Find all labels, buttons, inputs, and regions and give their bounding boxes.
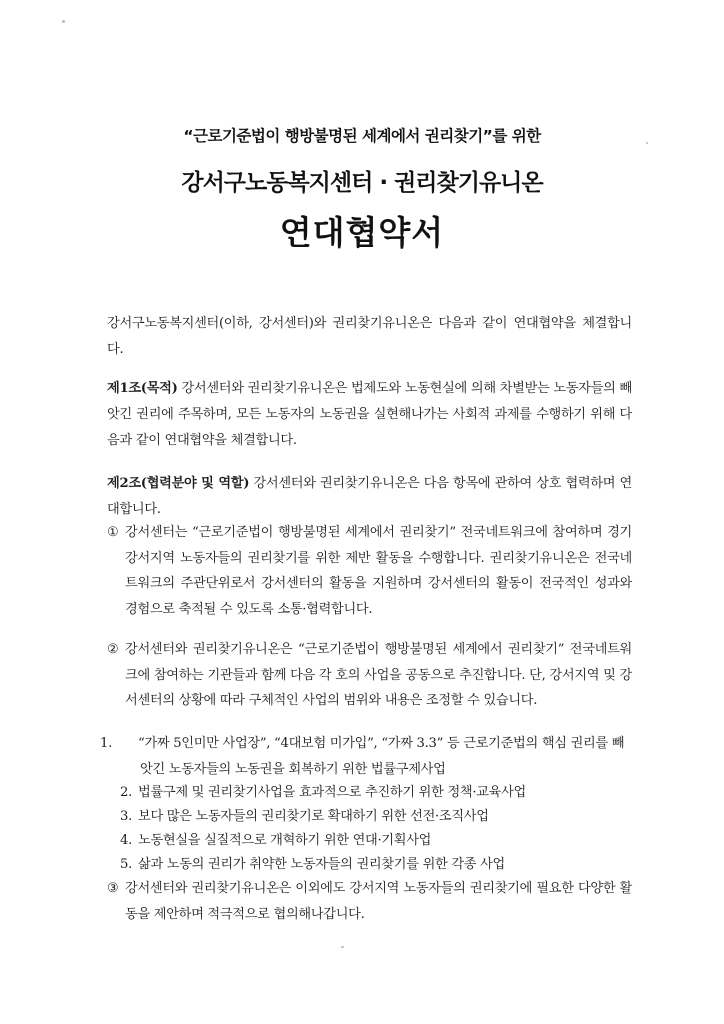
article-2-body: 강서센터와 권리찾기유니온은 다음 항목에 관하여 상호 협력하며 연대합니다. <box>107 476 632 517</box>
sub-item-5 <box>120 852 632 878</box>
article-1-body: 강서센터와 권리찾기유니온은 법제도와 노동현실에 의해 차별받는 노동자들의 빼앗긴 권리에 주목하며, 모든 노동자의 노동권을 실현해나가는 사회적 과제를 수행하기 위해 다음과 같이 연대협약을 체결합니다. <box>107 381 632 448</box>
sub-item-number: 5. <box>120 857 132 872</box>
sub-item-text: “가짜 5인미만 사업장”, “4대보험 미가입”, “가짜 3.3” 등 근로기준법의 핵심 권리를 빼앗긴 노동자들의 노동권을 회복하기 위한 법률구제사업 <box>138 736 625 777</box>
article-1-title: 제1조(목적) <box>107 381 178 396</box>
intro-paragraph: 강서구노동복지센터(이하, 강서센터)와 권리찾기유니온은 다음과 같이 연대협약을 체결합니다. <box>107 316 632 357</box>
sub-item-number: 3. <box>120 809 132 824</box>
article-2-title: 제2조(협력분야 및 역할) <box>107 476 250 491</box>
item-marker: ① <box>107 525 119 540</box>
sub-item-4 <box>120 828 632 854</box>
sub-item-1 <box>100 731 632 782</box>
item-text: 강서센터와 권리찾기유니온은 이외에도 강서지역 노동자들의 권리찾기에 필요한 다양한 활동을 제안하며 적극적으로 협의해나갑니다. <box>125 881 632 922</box>
article-2-item-1 <box>107 520 632 622</box>
scan-speck <box>62 20 65 23</box>
sub-item-number: 1. <box>100 736 112 751</box>
article-2-item-3 <box>107 876 632 927</box>
scan-speck <box>646 142 648 144</box>
sub-item-text: 보다 많은 노동자들의 권리찾기로 확대하기 위한 선전·조직사업 <box>138 809 489 824</box>
sub-item-3 <box>120 804 632 830</box>
sub-item-2 <box>120 780 632 806</box>
article-2 <box>107 471 632 523</box>
subtitle-heading: “근로기준법이 행방불명된 세계에서 권리찾기”를 위한 <box>183 127 541 145</box>
parties-heading: 강서구노동복지센터 · 권리찾기유니온 <box>181 170 543 196</box>
sub-item-number: 2. <box>120 785 132 800</box>
article-1 <box>107 376 632 454</box>
item-text: 강서센터와 권리찾기유니온은 “근로기준법이 행방불명된 세계에서 권리찾기” 전국네트워크에 참여하는 기관들과 함께 다음 각 호의 사업을 공동으로 추진합니다. 단, 강서지역 및 강서센터의 상황에 따라 구체적인 사업의 범위와 내용은 조정할 수 있습니다. <box>125 642 632 708</box>
scan-speck <box>341 946 344 948</box>
item-marker: ② <box>107 642 119 657</box>
sub-item-text: 노동현실을 실질적으로 개혁하기 위한 연대·기획사업 <box>138 833 432 848</box>
item-text: 강서센터는 “근로기준법이 행방불명된 세계에서 권리찾기” 전국네트워크에 참여하며 경기 강서지역 노동자들의 권리찾기를 위한 제반 활동을 수행합니다. 권리찾기유니온은 전국네트워크의 주관단위로서 강서센터의 활동을 지원하며 강서센터의 활동이 전국적인 성과와 경험으로 축적될 수 있도록 소통·협력합니다. <box>125 525 632 617</box>
item-marker: ③ <box>107 881 119 896</box>
sub-item-text: 법률구제 및 권리찾기사업을 효과적으로 추진하기 위한 정책·교육사업 <box>138 785 526 800</box>
sub-item-number: 4. <box>120 833 132 848</box>
document-title: 연대협약서 <box>279 213 445 252</box>
sub-item-text: 삶과 노동의 권리가 취약한 노동자들의 권리찾기를 위한 각종 사업 <box>138 857 505 872</box>
article-2-item-2 <box>107 637 632 714</box>
